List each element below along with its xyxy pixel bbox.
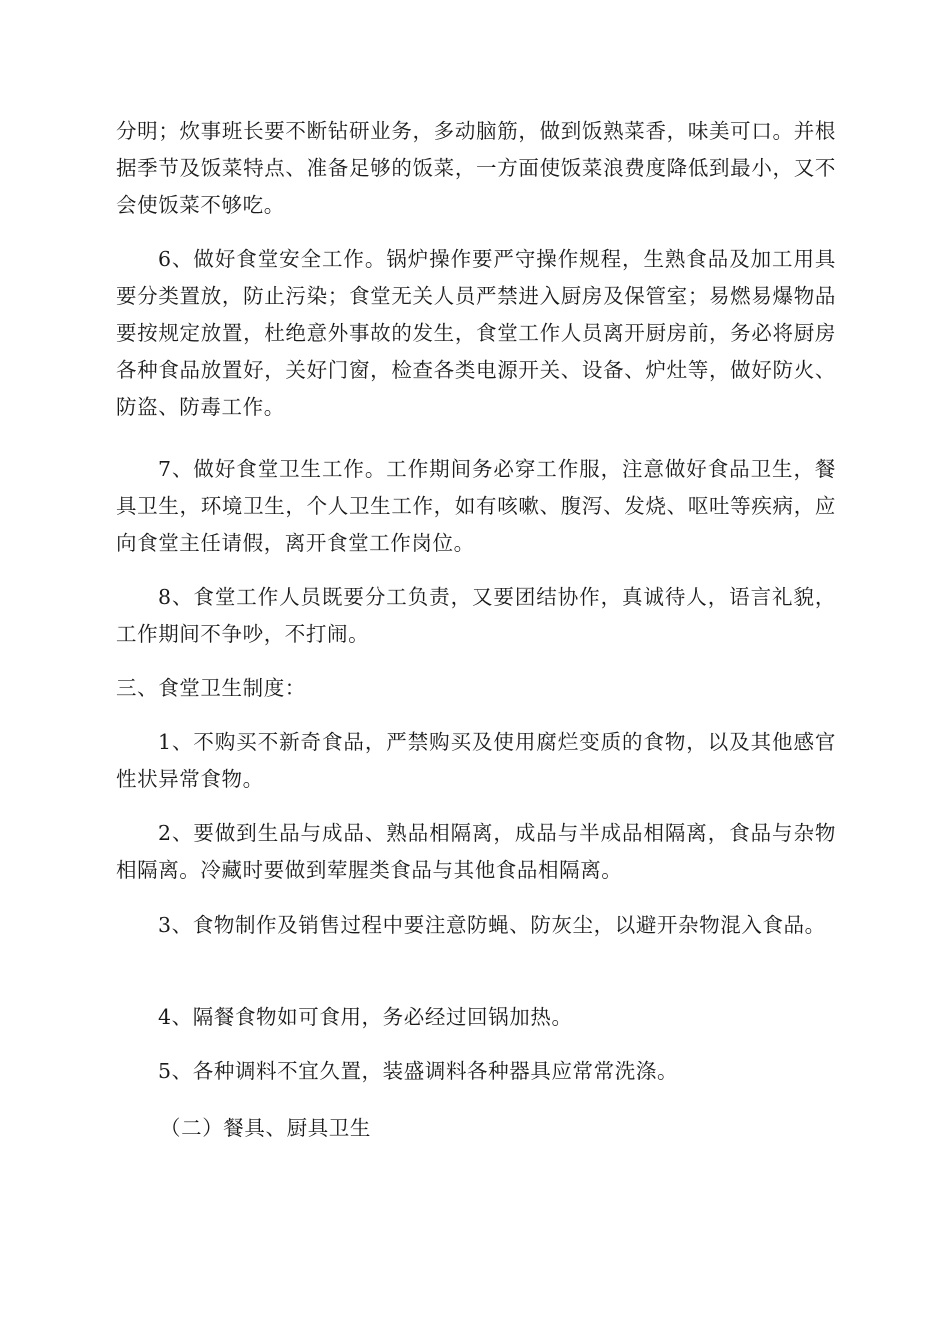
rule-item-4: 4、隔餐食物如可食用，务必经过回锅加热。 (158, 1005, 573, 1029)
paragraph-teamwork: 8、食堂工作人员既要分工负责，又要团结协作，真诚待人，语言礼貌，工作期间不争吵，不打闹。 (116, 585, 836, 646)
paragraph-safety-work: 6、做好食堂安全工作。锅炉操作要严守操作规程，生熟食品及加工用具要分类置放，防止污染；食堂无关人员严禁进入厨房及保管室；易燃易爆物品要按规定放置，杜绝意外事故的发生，食堂工作人员离开厨房前，务必将厨房各种食品放置好，关好门窗，检查各类电源开关、设备、炉灶等，做好防火、防盗、防毒工作。 (116, 247, 836, 419)
section-heading-hygiene-rules: 三、食堂卫生制度： (116, 676, 306, 700)
paragraph-cook-duties: 分明；炊事班长要不断钻研业务，多动脑筋，做到饭熟菜香，味美可口。并根据季节及饭菜特点、准备足够的饭菜，一方面使饭菜浪费度降低到最小，又不会使饭菜不够吃。 (116, 119, 836, 217)
rule-item-5: 5、各种调料不宜久置，装盛调料各种器具应常常洗涤。 (158, 1059, 679, 1083)
paragraph-hygiene-work: 7、做好食堂卫生工作。工作期间务必穿工作服，注意做好食品卫生，餐具卫生，环境卫生，个人卫生工作，如有咳嗽、腹泻、发烧、呕吐等疾病，应向食堂主任请假，离开食堂工作岗位。 (116, 457, 836, 555)
sub-heading-tableware: （二）餐具、厨具卫生 (160, 1116, 371, 1140)
rule-item-2: 2、要做到生品与成品、熟品相隔离，成品与半成品相隔离，食品与杂物相隔离。冷藏时要做到荤腥类食品与其他食品相隔离。 (116, 821, 836, 882)
rule-item-1: 1、不购买不新奇食品，严禁购买及使用腐烂变质的食物，以及其他感官性状异常食物。 (116, 730, 836, 791)
rule-item-3: 3、食物制作及销售过程中要注意防蝇、防灰尘，以避开杂物混入食品。 (158, 913, 826, 937)
